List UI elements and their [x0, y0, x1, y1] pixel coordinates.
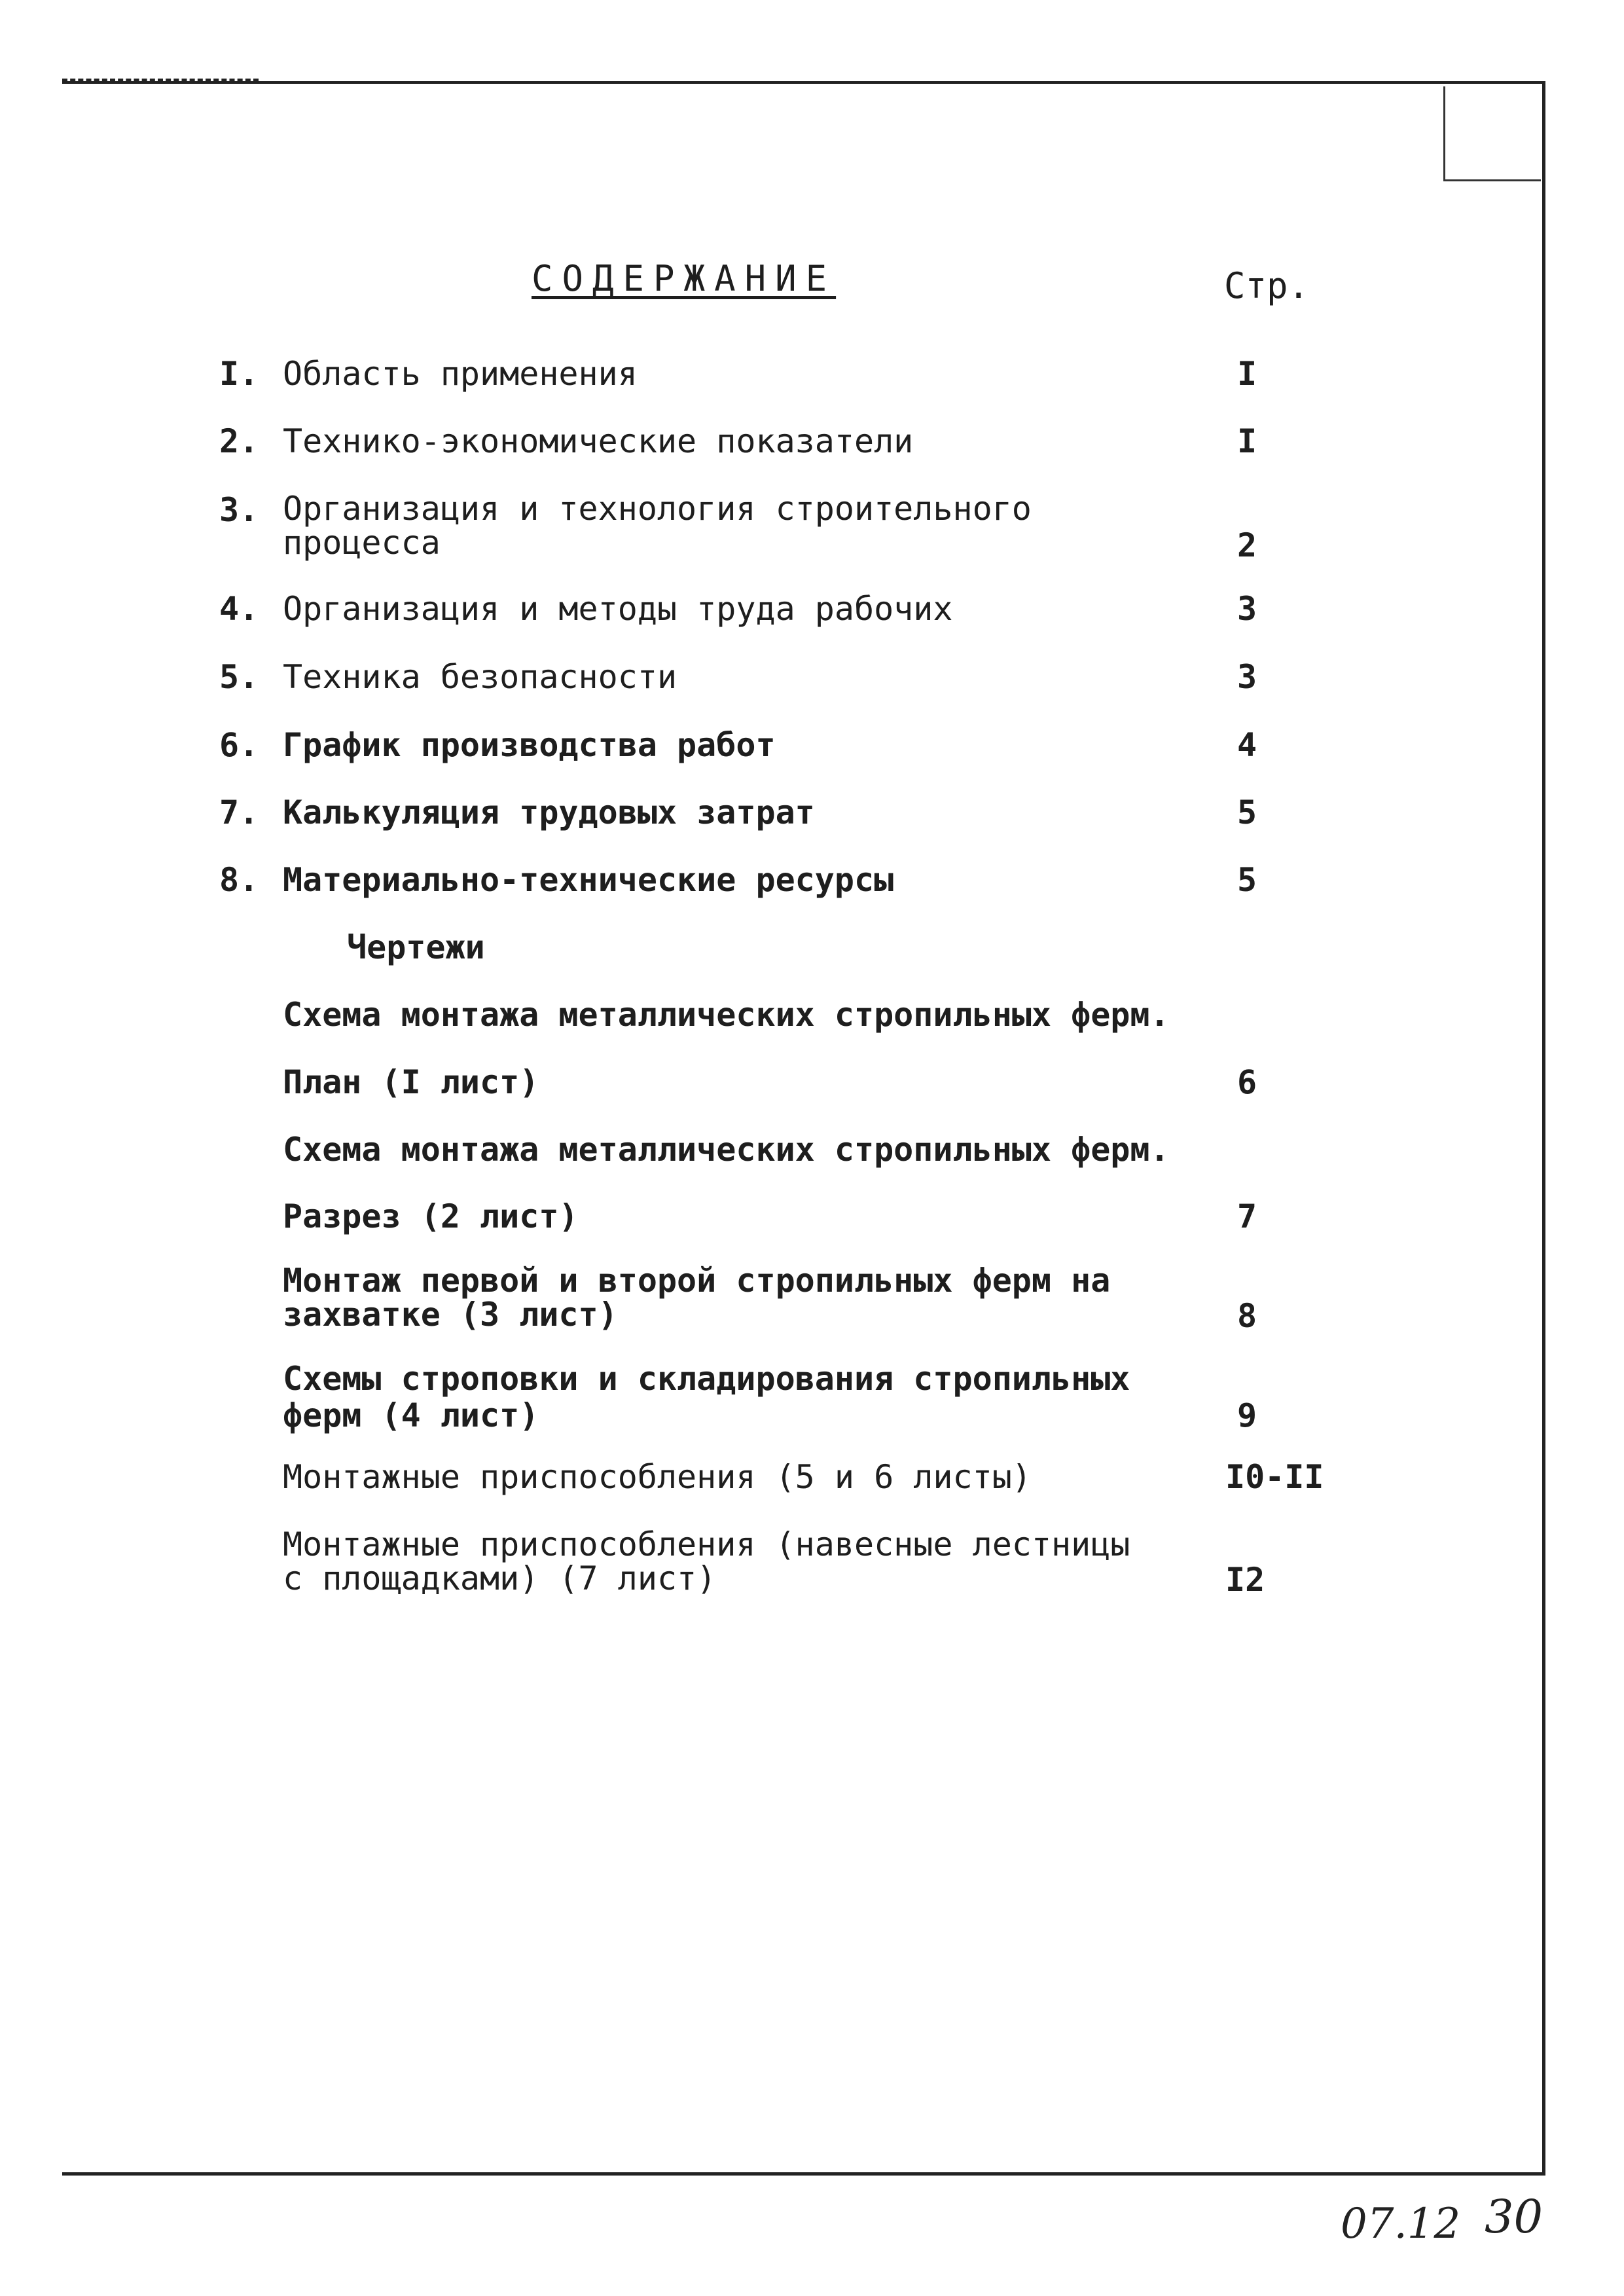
drawings-heading: Чертежи	[347, 928, 485, 966]
toc-entry-title: Технико-экономические показатели	[283, 422, 914, 460]
drawing-entry-title: Разрез (2 лист)	[283, 1197, 579, 1235]
drawing-entry-title: Монтажные приспособления (5 и 6 листы)	[283, 1458, 1032, 1496]
frame-top-line	[62, 81, 1545, 84]
toc-entry-title: Область применения	[283, 355, 638, 393]
toc-entry-number: 4.	[219, 590, 259, 628]
drawing-entry-title: Схема монтажа металлических стропильных ферм.	[283, 1131, 1170, 1169]
drawing-entry-title: Монтаж первой и второй стропильных ферм на захватке (3 лист)	[283, 1262, 1111, 1334]
toc-entry-number: I.	[219, 355, 259, 393]
toc-entry-page: 3	[1237, 658, 1257, 696]
toc-entry-title: Организация и технология строительного процесса	[283, 490, 1032, 562]
drawing-entry-page: I2	[1225, 1561, 1265, 1599]
toc-entry-number: 3.	[219, 491, 259, 529]
toc-entry-page: I	[1237, 355, 1257, 393]
page-number: 30	[1485, 2190, 1543, 2244]
toc-entry-title: Техника безопасности	[283, 658, 677, 696]
toc-entry-number: 2.	[219, 422, 259, 460]
toc-entry-page: 5	[1237, 861, 1257, 899]
toc-entry-number: 7.	[219, 793, 259, 831]
toc-entry-number: 5.	[219, 658, 259, 696]
toc-entry-page: 4	[1237, 726, 1257, 764]
drawing-entry-page: 8	[1237, 1297, 1257, 1335]
frame-right-line	[1542, 81, 1545, 2175]
toc-entry-number: 8.	[219, 861, 259, 899]
toc-entry-title: Калькуляция трудовых затрат	[283, 793, 815, 831]
stamp-corner-box	[1443, 86, 1541, 181]
drawing-entry-page: 9	[1237, 1396, 1257, 1434]
drawing-entry-page: I0-II	[1225, 1458, 1324, 1496]
drawing-entry-title: План (I лист)	[283, 1063, 539, 1101]
drawing-entry-page: 6	[1237, 1063, 1257, 1101]
toc-entry-title: Материально-технические ресурсы	[283, 861, 894, 899]
drawing-entry-title: Схемы строповки и складирования стропильных ферм (4 лист)	[283, 1360, 1130, 1434]
toc-entry-page: 2	[1237, 526, 1257, 564]
toc-entry-number: 6.	[219, 726, 259, 764]
frame-bottom-line	[62, 2172, 1545, 2176]
drawing-entry-title: Монтажные приспособления (навесные лестницы с площадками) (7 лист)	[283, 1525, 1130, 1597]
toc-entry-title: Организация и методы труда рабочих	[283, 590, 953, 628]
toc-entry-page: 5	[1237, 793, 1257, 831]
document-code: 07.12	[1341, 2200, 1461, 2248]
toc-entry-page: I	[1237, 422, 1257, 460]
toc-entry-title: График производства работ	[283, 726, 776, 764]
drawing-entry-title: Схема монтажа металлических стропильных ферм.	[283, 996, 1170, 1034]
page-column-heading: Стр.	[1224, 265, 1310, 306]
drawing-entry-page: 7	[1237, 1197, 1257, 1235]
toc-heading: СОДЕРЖАНИЕ	[532, 258, 837, 299]
toc-entry-page: 3	[1237, 590, 1257, 628]
